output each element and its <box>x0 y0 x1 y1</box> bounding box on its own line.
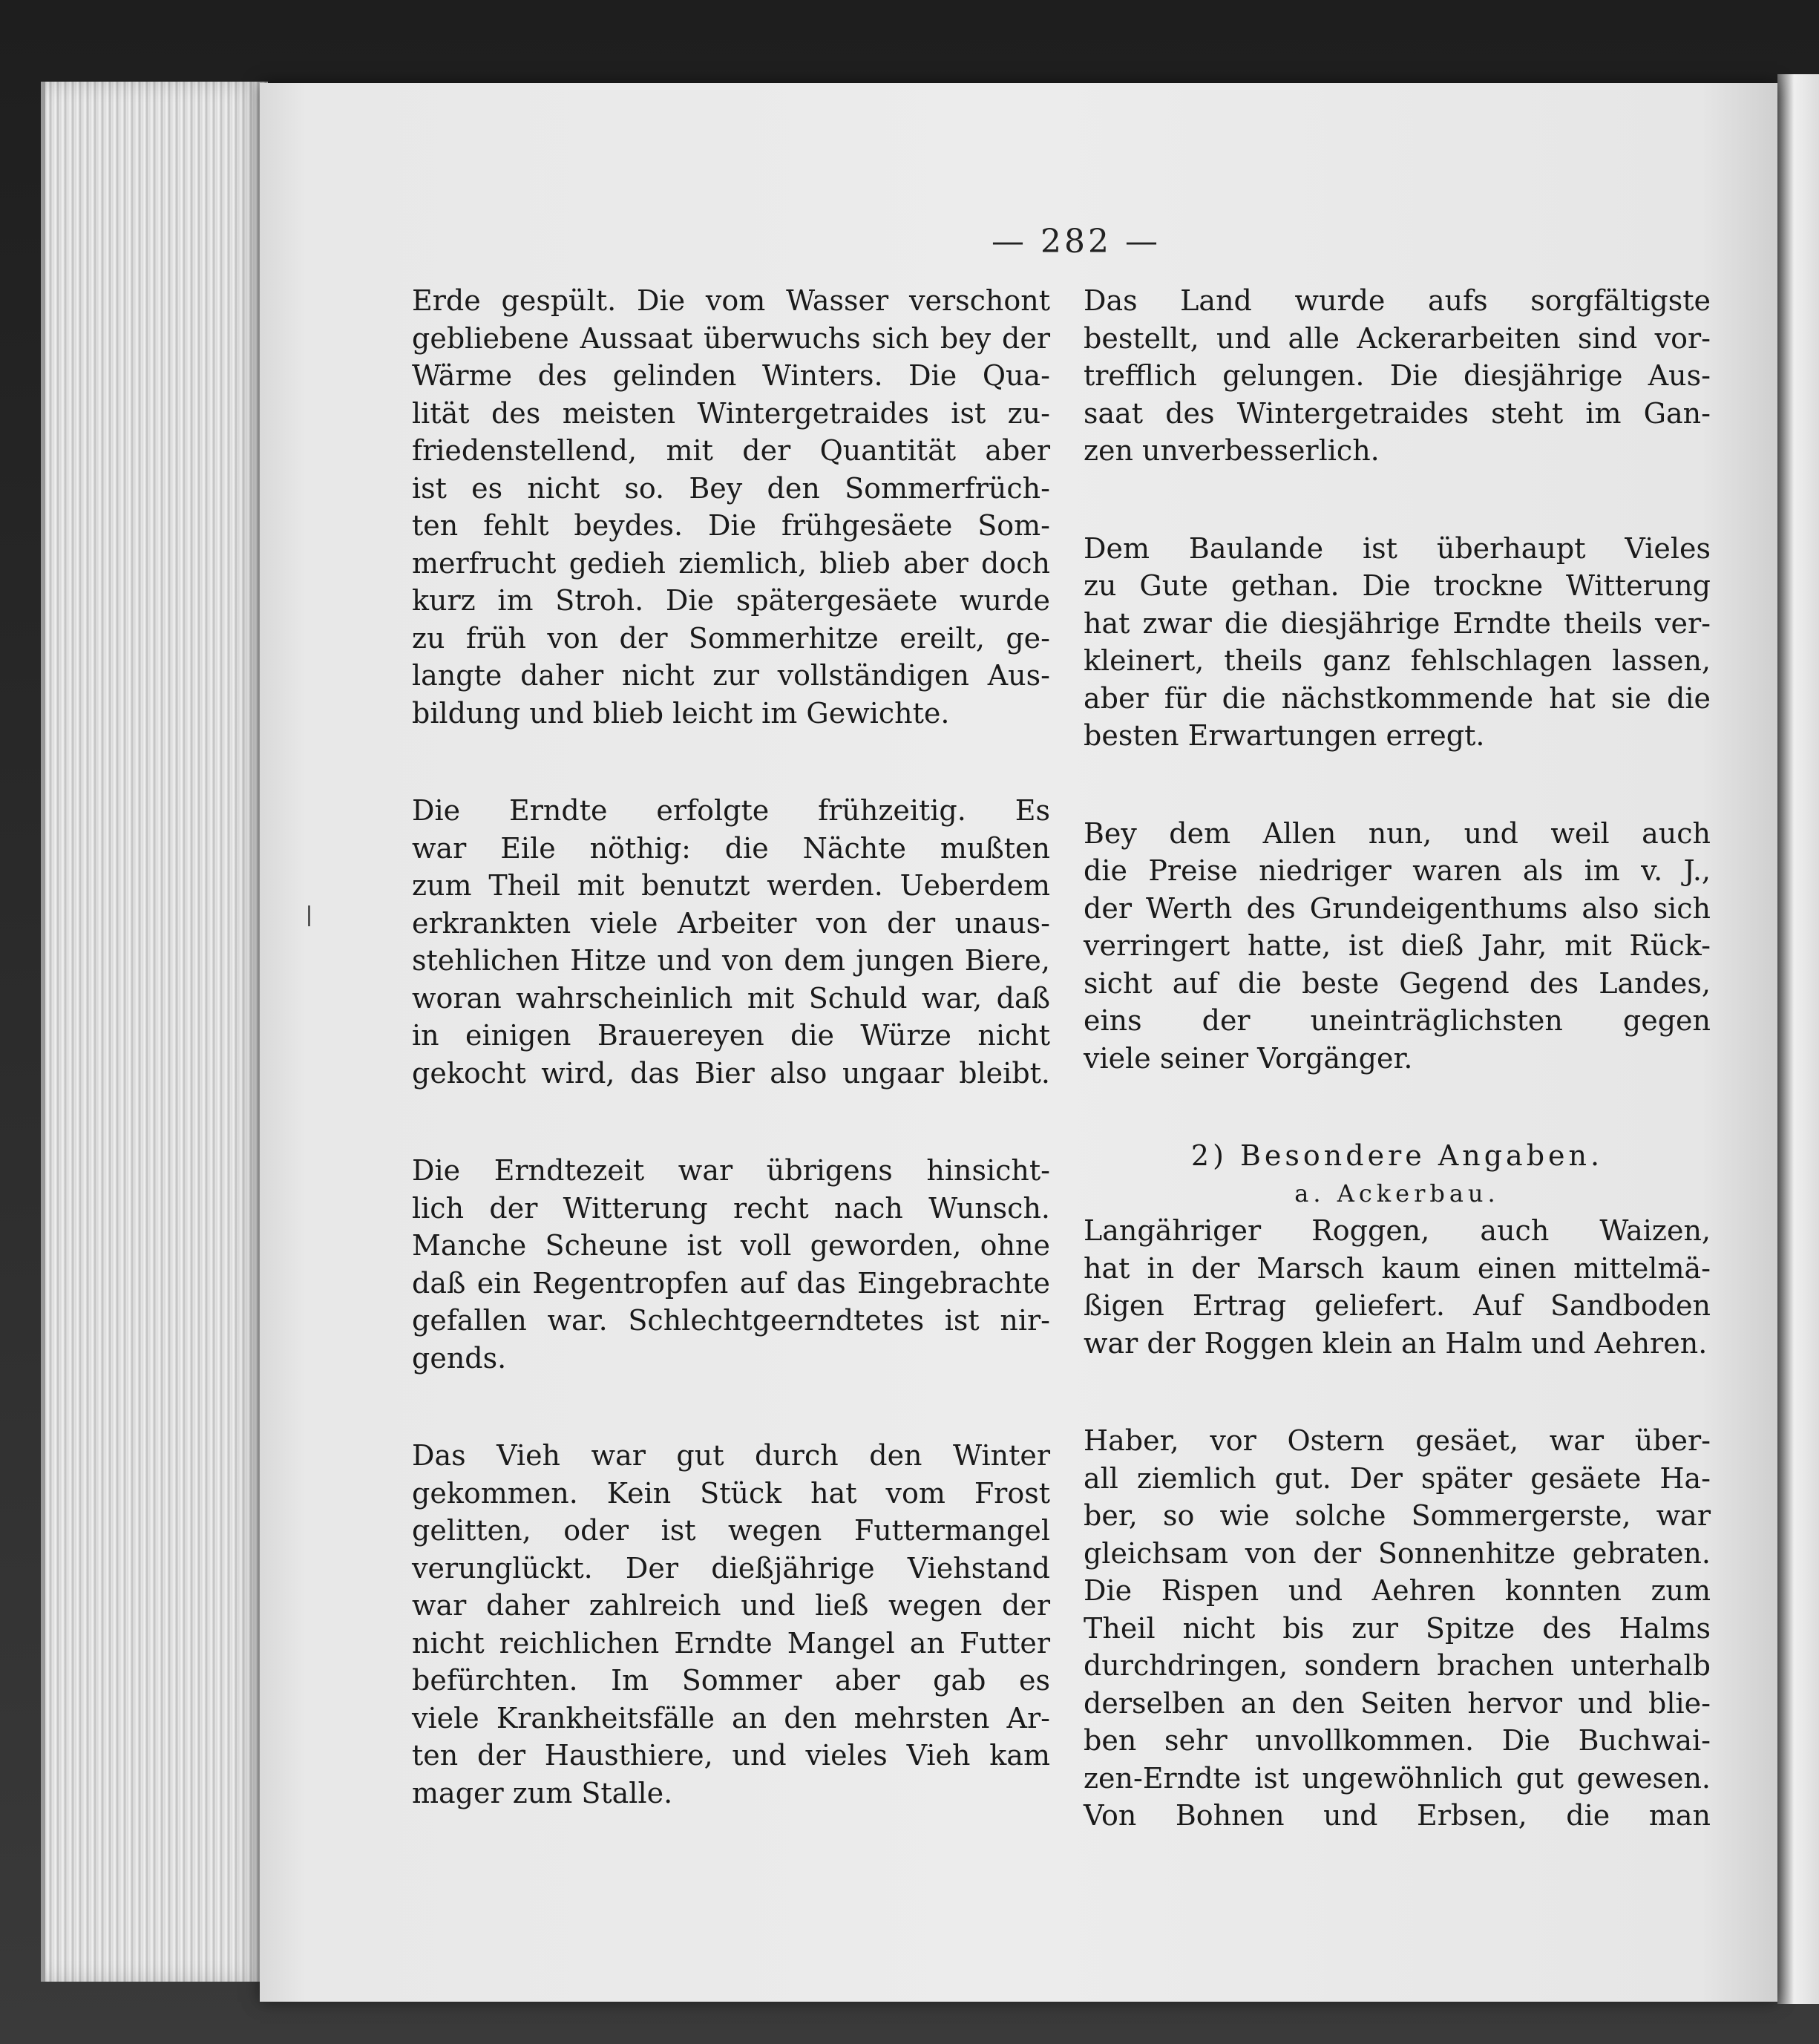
text-line: saat des Wintergetraides steht im Gan- <box>1084 396 1711 430</box>
text-line: gleichsam von der Sonnenhitze gebraten. <box>1084 1536 1711 1570</box>
page-edges <box>41 82 268 1982</box>
text-line: mager zum Stalle. <box>412 1776 673 1809</box>
text-line: merfrucht gedieh ziemlich, blieb aber doch <box>412 546 1050 580</box>
paragraph <box>1084 1212 1711 1362</box>
paragraph <box>1084 530 1711 755</box>
text-line: Theil nicht bis zur Spitze des Halms <box>1084 1611 1711 1645</box>
text-line: ist es nicht so. Bey den Sommerfrüch- <box>412 471 1050 505</box>
text-line: ten der Hausthiere, und vieles Vieh kam <box>412 1739 1050 1772</box>
text-line: Erde gespült. Die vom Wasser verschont <box>412 284 1050 317</box>
text-line: sicht auf die beste Gegend des Landes, <box>1084 966 1711 1000</box>
text-line: aber für die nächstkommende hat sie die <box>1084 681 1711 715</box>
page-number: — 282 — <box>992 223 1161 261</box>
text-line: verringert hatte, ist dieß Jahr, mit Rück- <box>1084 929 1711 962</box>
text-line: verunglückt. Der dießjährige Viehstand <box>412 1551 1050 1585</box>
text-line: war Eile nöthig: die Nächte mußten <box>412 831 1050 865</box>
text-line: hat zwar die diesjährige Erndte theils ver- <box>1084 606 1711 640</box>
text-line: die Preise niedriger waren als im v. J., <box>1084 854 1711 887</box>
text-line: zum Theil mit benutzt werden. Ueberdem <box>412 869 1050 902</box>
text-line: Das Vieh war gut durch den Winter <box>412 1439 1050 1472</box>
section-heading: 2) Besondere Angaben. <box>1190 1139 1604 1172</box>
text-line: gends. <box>412 1341 507 1375</box>
text-line: Bey dem Allen nun, und weil auch <box>1084 816 1711 850</box>
text-line: Von Bohnen und Erbsen, die man <box>1084 1799 1711 1832</box>
text-line: gelitten, oder ist wegen Futtermangel <box>412 1514 1050 1547</box>
text-line: zu früh von der Sommerhitze ereilt, ge- <box>412 621 1050 655</box>
text-line: erkrankten viele Arbeiter von der unaus- <box>412 906 1050 940</box>
paragraph <box>412 282 1050 732</box>
text-line: viele Krankheitsfälle an den mehrsten Ar- <box>412 1701 1050 1735</box>
text-line: Die Erndtezeit war übrigens hinsicht- <box>412 1154 1050 1187</box>
paragraph-gap <box>412 1377 1050 1437</box>
paragraph <box>1084 1422 1711 1835</box>
text-line: lich der Witterung recht nach Wunsch. <box>412 1191 1050 1225</box>
left-column <box>412 282 1050 1812</box>
text-line: gebliebene Aussaat überwuchs sich bey der <box>412 321 1050 355</box>
text-line: hat in der Marsch kaum einen mittelmä- <box>1084 1251 1711 1285</box>
text-line: war der Roggen klein an Halm und Aehren. <box>1084 1326 1708 1360</box>
paragraph-gap <box>1084 1077 1711 1137</box>
text-line: Das Land wurde aufs sorgfältigste <box>1084 284 1711 317</box>
text-line: zu Gute gethan. Die trockne Witterung <box>1084 569 1711 602</box>
text-line: bildung und blieb leicht im Gewichte. <box>412 696 950 730</box>
text-line: in einigen Brauereyen die Würze nicht <box>412 1019 1050 1052</box>
paragraph <box>412 792 1050 1092</box>
text-line: viele seiner Vorgänger. <box>1084 1041 1413 1075</box>
text-line: besten Erwartungen erregt. <box>1084 719 1485 752</box>
text-line: kurz im Stroh. Die spätergesäete wurde <box>412 584 1050 617</box>
text-line: Dem Baulande ist überhaupt Vieles <box>1084 531 1711 565</box>
text-line: eins der uneinträglichsten gegen <box>1084 1004 1711 1037</box>
text-line: Die Erndte erfolgte frühzeitig. Es <box>412 794 1050 827</box>
text-line: derselben an den Seiten hervor und blie- <box>1084 1686 1711 1720</box>
margin-mark <box>308 905 310 926</box>
text-line: ßigen Ertrag geliefert. Auf Sandboden <box>1084 1289 1711 1322</box>
paragraph-gap <box>1084 755 1711 815</box>
text-line: zen-Erndte ist ungewöhnlich gut gewesen. <box>1084 1761 1711 1795</box>
text-line: gekommen. Kein Stück hat vom Frost <box>412 1476 1050 1510</box>
text-line: der Werth des Grundeigenthums also sich <box>1084 891 1711 925</box>
right-column <box>1084 282 1711 1835</box>
text-line: Die Rispen und Aehren konnten zum <box>1084 1574 1711 1607</box>
text-line: Haber, vor Ostern gesäet, war über- <box>1084 1424 1711 1457</box>
text-line: all ziemlich gut. Der später gesäete Ha- <box>1084 1461 1711 1495</box>
text-line: zen unverbesserlich. <box>1084 434 1380 467</box>
text-line: Wärme des gelinden Winters. Die Qua- <box>412 359 1050 392</box>
text-line: lität des meisten Wintergetraides ist zu- <box>412 396 1050 430</box>
text-line: friedenstellend, mit der Quantität aber <box>412 434 1050 467</box>
text-line: ben sehr unvollkommen. Die Buchwai- <box>1084 1724 1711 1757</box>
text-line: Langähriger Roggen, auch Waizen, <box>1084 1214 1711 1247</box>
paragraph <box>1084 815 1711 1078</box>
text-line: langte daher nicht zur vollständigen Aus- <box>412 659 1050 692</box>
text-line: kleinert, theils ganz fehlschlagen lassen, <box>1084 644 1711 677</box>
text-line: Manche Scheune ist voll geworden, ohne <box>412 1229 1050 1262</box>
text-line: stehlichen Hitze und von dem jungen Biere, <box>412 944 1050 977</box>
text-line: daß ein Regentropfen auf das Eingebrachte <box>412 1266 1050 1300</box>
paragraph-gap <box>1084 470 1711 530</box>
text-line: woran wahrscheinlich mit Schuld war, daß <box>412 981 1050 1015</box>
paragraph-gap <box>1084 1362 1711 1422</box>
text-line: gefallen war. Schlechtgeerndtetes ist nir- <box>412 1304 1050 1337</box>
text-line: gekocht wird, das Bier also ungaar bleibt. <box>412 1056 1050 1090</box>
text-line: ten fehlt beydes. Die frühgesäete Som- <box>412 509 1050 542</box>
paragraph <box>1084 282 1711 470</box>
text-line: bestellt, und alle Ackerarbeiten sind vor- <box>1084 321 1711 355</box>
text-line: befürchten. Im Sommer aber gab es <box>412 1664 1050 1697</box>
text-line: trefflich gelungen. Die diesjährige Aus- <box>1084 359 1711 392</box>
text-line: nicht reichlichen Erndte Mangel an Futter <box>412 1626 1050 1660</box>
paragraph <box>412 1437 1050 1812</box>
paragraph-gap <box>412 1092 1050 1152</box>
facing-page-edge <box>1777 74 1819 2004</box>
paragraph-gap <box>412 732 1050 792</box>
text-line: ber, so wie solche Sommergerste, war <box>1084 1499 1711 1532</box>
text-line: durchdringen, sondern brachen unterhalb <box>1084 1649 1711 1682</box>
paragraph <box>412 1152 1050 1377</box>
section-subheading: a. Ackerbau. <box>1294 1179 1500 1208</box>
text-line: war daher zahlreich und ließ wegen der <box>412 1589 1050 1622</box>
